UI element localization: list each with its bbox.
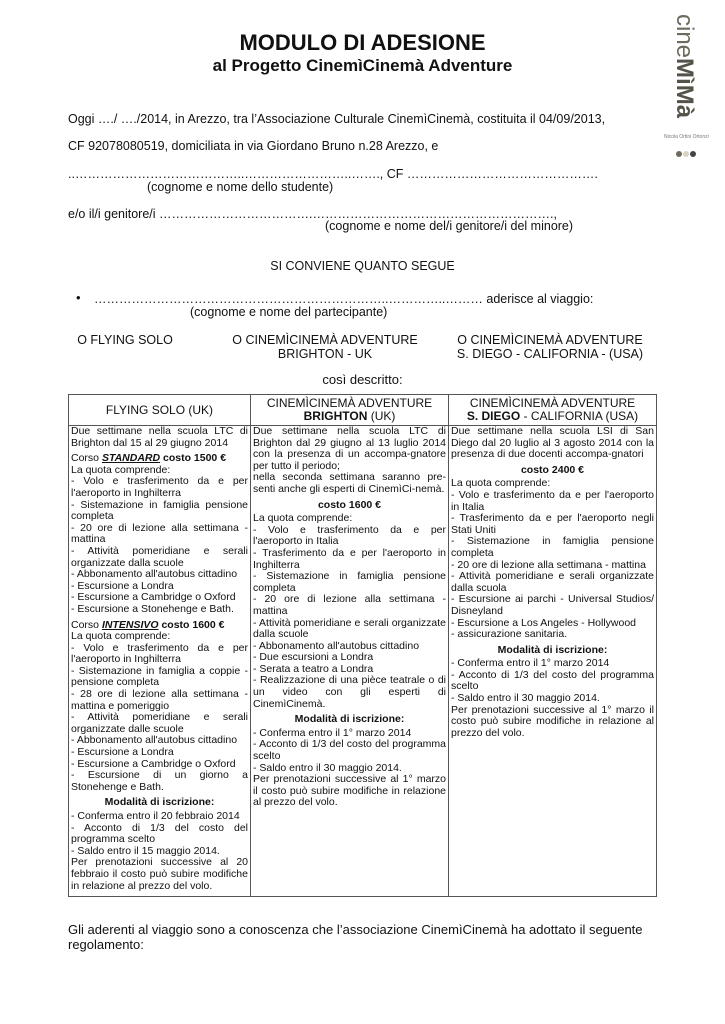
list-item: - Conferma entro il 1° marzo 2014 <box>253 726 412 739</box>
list-item: - Trasferimento da e per l'aeroporto in Inghilterra <box>253 546 446 571</box>
logo-dots <box>676 144 697 162</box>
header-san-diego <box>449 395 657 426</box>
participant-caption: (cognome e nome del partecipante) <box>190 305 388 319</box>
intro-line-1: Oggi …./ …./2014, in Arezzo, tra l’Associazione Culturale CinemìCinemà, costituita il 04/09/2013, <box>68 112 606 126</box>
list-item: - Attività pomeridiane e serali organizzate dalla scuole <box>253 616 446 641</box>
table-row <box>69 426 657 897</box>
list-item: - Escursione ai parchi - Universal Studios/ Disneyland <box>451 593 654 617</box>
logo-prefix: cine <box>671 14 698 59</box>
option-label: O FLYING SOLO <box>77 333 173 347</box>
list-item: - Abbonamento all'autobus cittadino <box>71 734 238 747</box>
course-cost: costo 2400 € <box>520 463 585 476</box>
option-flying-solo[interactable] <box>60 333 190 347</box>
cell-brighton <box>251 426 449 897</box>
logo-suffix: Mà <box>671 84 698 119</box>
enrollment-title: Modalità di iscrizione: <box>294 713 405 726</box>
header-brighton <box>251 395 449 426</box>
price-note: Per prenotazioni successive al 1° marzo il costo può subire modifiche in relazione al prezzo del volo. <box>253 773 446 809</box>
logo-dot <box>690 151 696 157</box>
option-sublabel: S. DIEGO - CALIFORNIA - (USA) <box>456 347 644 361</box>
list-item: - Escursione a Stonehenge e Bath. <box>71 602 234 615</box>
quota-label: La quota comprende: <box>253 512 353 525</box>
cell-san-diego <box>449 426 657 897</box>
option-brighton[interactable] <box>215 333 435 361</box>
list-item: - Volo e trasferimento da e per l'aeroporto in Inghilterra <box>71 475 248 499</box>
option-label: O CINEMÌCINEMÀ ADVENTURE <box>232 333 418 347</box>
course-prefix: Corso <box>71 452 102 465</box>
parent-name-caption: (cognome e nome del/i genitore/i del minore) <box>325 219 574 233</box>
cell-flying-solo <box>69 426 251 897</box>
header-text: - CALIFORNIA (USA) <box>520 409 639 423</box>
list-item: - Sistemazione in famiglia pensione completa <box>253 570 446 594</box>
list-item: - Acconto di 1/3 del costo del programma scelto <box>451 668 654 693</box>
list-item: - 28 ore di lezione alla settimana - mattina e pomeriggio <box>71 688 248 712</box>
cell-intro: Due settimane nella scuola LTC di Brighton dal 15 al 29 giugno 2014 <box>71 425 248 449</box>
course-prefix: Corso <box>71 618 102 631</box>
list-item: - Attività pomeridiane e serali organizzate dalla scuole <box>71 544 248 569</box>
list-item: - Acconto di 1/3 del costo del programma scelto <box>253 738 446 763</box>
list-item: - Escursione a Cambridge o Oxford <box>71 591 236 604</box>
list-item: - Conferma entro il 20 febbraio 2014 <box>71 810 240 822</box>
header-bold: BRIGHTON <box>303 409 368 423</box>
programs-table <box>68 394 657 897</box>
cell-intro: Due settimane nella scuola LTC di Brighton dal 29 giugno al 13 luglio 2014 con la presenza di un accompa-gnatore per tutto il periodo; <box>253 425 446 472</box>
course-cost: costo 1500 € <box>160 452 227 465</box>
list-item: - Sistemazione in famiglia a coppie - pensione completa <box>71 664 248 689</box>
option-san-diego[interactable] <box>440 333 660 361</box>
list-item: - Abbonamento all'autobus cittadino <box>253 639 420 652</box>
list-item: - Attività pomeridiane e serali organizzate dalle scuole <box>71 711 248 735</box>
list-item: - Conferma entro il 1° marzo 2014 <box>451 657 610 670</box>
table-header-row <box>69 395 657 426</box>
logo-dot <box>683 151 689 157</box>
list-item: - Volo e trasferimento da e per l'aeroporto in Inghilterra <box>71 641 248 666</box>
parent-name-line: e/o il/i genitore/i ……………………………….…………………………………………………., <box>68 207 557 221</box>
course-cost: costo 1600 € <box>158 618 225 631</box>
list-item: - 20 ore di lezione alla settimana - mattina <box>451 558 646 571</box>
list-item: - Abbonamento all'autobus cittadino <box>71 568 238 581</box>
logo-mid: Mì <box>671 58 698 85</box>
option-sublabel: BRIGHTON - UK <box>277 347 373 361</box>
page-subtitle: al Progetto CinemìCinemà Adventure <box>212 56 513 75</box>
intro-line-2: CF 92078080519, domiciliata in via Giordano Bruno n.28 Arezzo, e <box>68 139 439 153</box>
list-item: - assicurazione sanitaria. <box>451 628 568 641</box>
list-item: - Volo e trasferimento da e per l'aeroporto in Italia <box>253 523 446 548</box>
list-item: - Due escursioni a Londra <box>253 651 374 664</box>
list-item: - Realizzazione di una pièce teatrale o di un video con gli esperti di CinemìCinemà. <box>253 674 446 710</box>
list-item: - Trasferimento da e per l'aeroporto negli Stati Uniti <box>451 512 654 536</box>
list-item: - Escursione di un giorno a Stonehenge e Bath. <box>71 769 248 793</box>
list-item: - 20 ore di lezione alla settimana - mattina <box>71 521 248 546</box>
list-item: - Sistemazione in famiglia pensione completa <box>71 498 248 523</box>
list-item: - Escursione a Cambridge o Oxford <box>71 757 236 770</box>
header-text: (UK) <box>367 409 396 423</box>
header-text: CINEMÌCINEMÀ ADVENTURE <box>266 396 433 410</box>
bullet-icon: • <box>76 290 81 305</box>
list-item: - Saldo entro il 15 maggio 2014. <box>71 844 220 857</box>
list-item: - 20 ore di lezione alla settimana - mattina <box>253 593 446 617</box>
cell-intro: Due settimane nella scuola LSI di San Diego dal 20 luglio al 3 agosto 2014 con la presenza di due docenti accompa-gnatori <box>451 425 654 461</box>
enrollment-title: Modalità di iscrizione: <box>104 796 215 809</box>
list-item: - Escursione a Londra <box>71 579 174 592</box>
cell-intro: nella seconda settimana saranno pre-senti anche gli esperti di CinemìCi-nemà. <box>253 471 446 495</box>
logo-tagline: Nicola Ortini Ortonzi <box>664 134 709 140</box>
regulation-intro: Gli aderenti al viaggio sono a conoscenza che l’associazione CinemìCinemà ha adottato il seguente regolamento: <box>68 922 643 952</box>
student-name-line: ..…………………………………..……………………..……., CF ………………………………………. <box>68 167 598 181</box>
student-name-caption: (cognome e nome dello studente) <box>147 180 334 194</box>
logo-dot <box>676 151 682 157</box>
list-item: - Volo e trasferimento da e per l'aeroporto in Italia <box>451 488 654 513</box>
header-bold: S. DIEGO <box>466 409 521 423</box>
list-item: - Escursione a Londra <box>71 746 174 759</box>
list-item: - Acconto di 1/3 del costo del programma scelto <box>71 821 248 846</box>
course-name: INTENSIVO <box>101 618 159 631</box>
enrollment-title: Modalità di iscrizione: <box>497 643 608 656</box>
list-item: - Sistemazione in famiglia pensione completa <box>451 535 654 559</box>
course-cost: costo 1600 € <box>317 498 382 511</box>
list-item: - Serata a teatro a Londra <box>253 662 374 675</box>
list-item: - Saldo entro il 30 maggio 2014. <box>451 692 600 705</box>
described-label: così descritto: <box>322 372 403 387</box>
agreement-heading: SI CONVIENE QUANTO SEGUE <box>270 259 455 273</box>
quota-label: La quota comprende: <box>71 630 171 643</box>
header-text: FLYING SOLO (UK) <box>105 402 214 417</box>
list-item: - Saldo entro il 30 maggio 2014. <box>253 761 402 774</box>
course-name: STANDARD <box>101 452 161 465</box>
participant-line: ……………………………………………………………..…………..……… aderisce al viaggio: <box>94 292 594 306</box>
page-title: MODULO DI ADESIONE <box>239 30 486 55</box>
list-item: - Attività pomeridiane e serali organizzate dalla scuola <box>451 570 654 594</box>
header-flying-solo <box>69 395 251 426</box>
quota-label: La quota comprende: <box>71 463 171 476</box>
option-label: O CINEMÌCINEMÀ ADVENTURE <box>457 333 643 347</box>
price-note: Per prenotazioni successive al 20 febbraio il costo può subire modifiche in relazione al prezzo del volo. <box>71 856 248 892</box>
price-note: Per prenotazioni successive al 1° marzo il costo può subire modifiche in relazione al prezzo del volo. <box>451 703 654 739</box>
header-text: CINEMÌCINEMÀ ADVENTURE <box>469 396 636 410</box>
quota-label: La quota comprende: <box>451 477 551 490</box>
list-item: - Escursione a Los Angeles - Hollywood <box>451 616 637 629</box>
